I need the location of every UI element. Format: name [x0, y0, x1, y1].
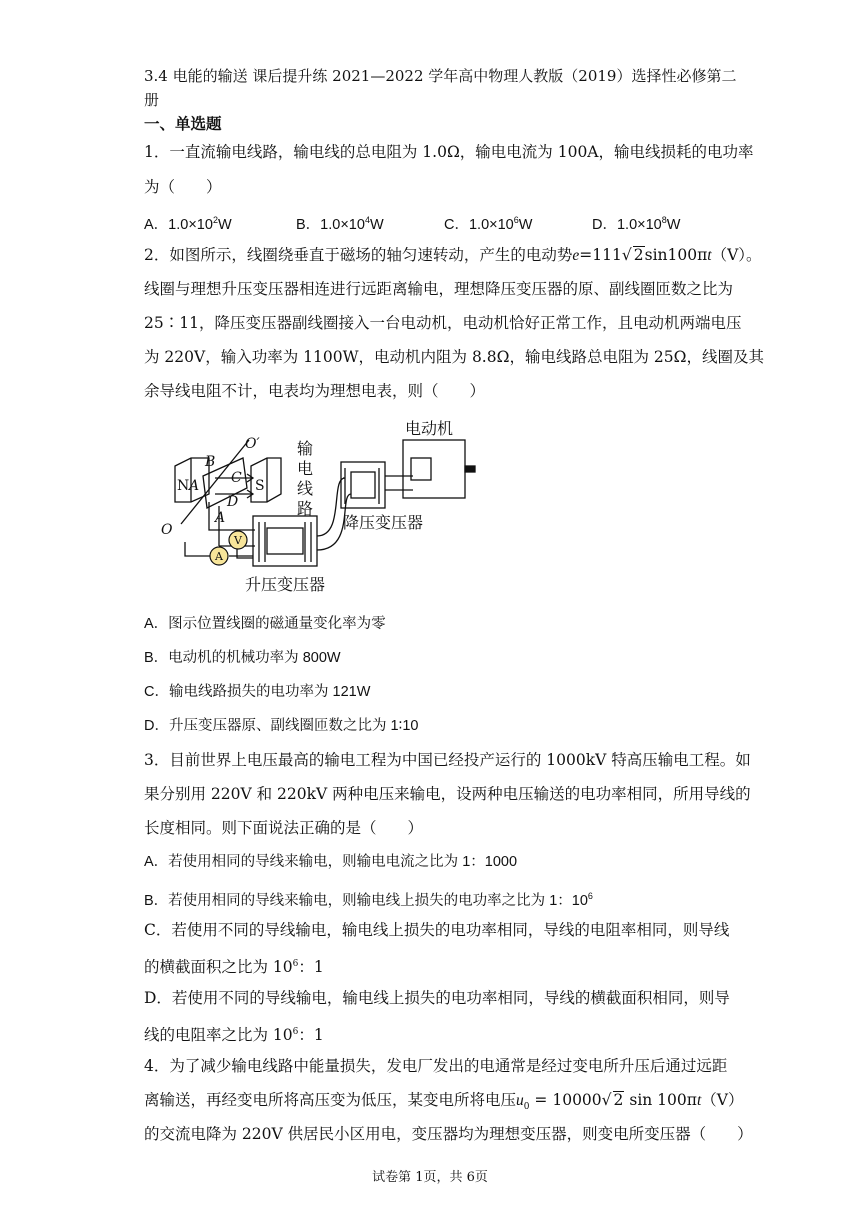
- q1-stem-line2: 为（ ）: [144, 178, 222, 196]
- figure-label-line-4: 路: [297, 499, 314, 518]
- figure-label-motor: 电动机: [405, 419, 454, 438]
- q1-option-d[interactable]: D．$1.0\times 10^8W$: [592, 215, 681, 233]
- q3-stem-line1: 3．目前世界上电压最高的输电工程为中国已经投产运行的 1000kV 特高压输电工程。如: [144, 751, 751, 769]
- figure-letter-s: S: [255, 478, 265, 494]
- q2-stem-line3: 25∶11，降压变压器副线圈接入一台电动机，电动机恰好正常工作，且电动机两端电压: [144, 314, 742, 332]
- q2-stem-line2: 线圈与理想升压变压器相连进行远距离输电，理想降压变压器的原、副线圈匝数之比为: [144, 280, 734, 298]
- figure-label-step-up: 升压变压器: [245, 575, 326, 594]
- doc-title-line2: 册: [144, 91, 160, 109]
- voltmeter-label: V: [234, 534, 242, 547]
- section-heading: 一、单选题: [144, 114, 222, 133]
- doc-title-line1: 3.4 电能的输送 课后提升练 2021—2022 学年高中物理人教版（2019）选择性必修第二: [144, 67, 737, 85]
- figure-letter-c: C: [231, 470, 242, 486]
- q2-option-b[interactable]: B．电动机的机械功率为 800W: [144, 650, 341, 666]
- figure-letter-b: B: [205, 454, 216, 470]
- q3-option-a[interactable]: A．若使用相同的导线来输电，则输电电流之比为 1：1000: [144, 854, 518, 870]
- q4-stem-line3: 的交流电降为 220V 供居民小区用电，变压器均为理想变压器，则变电所变压器（ ）: [144, 1125, 753, 1143]
- figure-letter-a-top: A: [189, 478, 200, 494]
- figure-letter-o-prime: O′: [245, 436, 260, 452]
- q2-option-d[interactable]: D．升压变压器原、副线圈匝数之比为 1∶10: [144, 718, 419, 734]
- q2-stem-line1: 2．如图所示，线圈绕垂直于磁场的轴匀速转动，产生的电动势e=111√ 2sin100πt（V）。: [144, 246, 762, 264]
- q3-option-d-line1[interactable]: D．若使用不同的导线输电，输电线上损失的电功率相同，导线的横截面积相同，则导: [144, 989, 730, 1007]
- q1-option-a[interactable]: A．$1.0\times 10^2W$: [144, 215, 232, 233]
- q3-option-b[interactable]: B．若使用相同的导线来输电，则输电线上损失的电功率之比为 1：$10^6$: [144, 891, 593, 909]
- q3-stem-line3: 长度相同。则下面说法正确的是（ ）: [144, 819, 424, 837]
- figure-letter-n: N: [177, 478, 190, 494]
- q2-option-c[interactable]: C．输电线路损失的电功率为 121W: [144, 684, 371, 700]
- ammeter-label: A: [215, 550, 223, 563]
- figure-letter-d: D: [227, 494, 239, 510]
- q1-option-b[interactable]: B．$1.0\times 10^4W$: [296, 215, 384, 233]
- q2-stem-line5: 余导线电阻不计，电表均为理想电表，则（ ）: [144, 382, 486, 400]
- q3-option-d-line2: 线的电阻率之比为 $10^6$：1: [144, 1026, 324, 1044]
- q3-option-c-line1[interactable]: C．若使用不同的导线输电，输电线上损失的电功率相同，导线的电阻率相同，则导线: [144, 921, 730, 939]
- q4-stem-line2: 离输送，再经变电所将高压变为低压，某变电所将电压$u_0 = 10000√$ 2 sin 100πt（V）: [144, 1091, 744, 1113]
- figure-label-line-1: 输: [297, 439, 314, 458]
- figure-letter-o: O: [161, 522, 173, 538]
- q3-stem-line2: 果分别用 220V 和 220kV 两种电压来输电，设两种电压输送的电功率相同，所用导线的: [144, 785, 751, 803]
- figure-label-line-3: 线: [297, 479, 314, 498]
- figure-label-step-down: 降压变压器: [343, 513, 424, 532]
- q1-stem-line1: 1．一直流输电线路，输电线的总电阻为 1.0Ω，输电电流为 100A，输电线损耗的电功率: [144, 143, 754, 161]
- q4-stem-line1: 4．为了减少输电线路中能量损失，发电厂发出的电通常是经过变电所升压后通过远距: [144, 1057, 728, 1075]
- figure-label-line-2: 电: [297, 459, 314, 478]
- step-up-transformer-core: [253, 516, 317, 566]
- q2-option-a[interactable]: A．图示位置线圈的磁通量变化率为零: [144, 616, 386, 632]
- q2-stem-line4: 为 220V，输入功率为 1100W，电动机内阻为 8.8Ω，输电线路总电阻为 25Ω，线圈及其: [144, 348, 764, 366]
- q1-option-c[interactable]: C．$1.0\times 10^6W$: [444, 215, 533, 233]
- figure-letter-a: A: [215, 510, 226, 526]
- q3-option-c-line2: 的横截面积之比为 $10^6$：1: [144, 958, 324, 976]
- motor-body: [403, 440, 465, 498]
- page-footer: 试卷第 1页，共 6页: [372, 1170, 488, 1185]
- power-transmission-figure: [155, 418, 495, 600]
